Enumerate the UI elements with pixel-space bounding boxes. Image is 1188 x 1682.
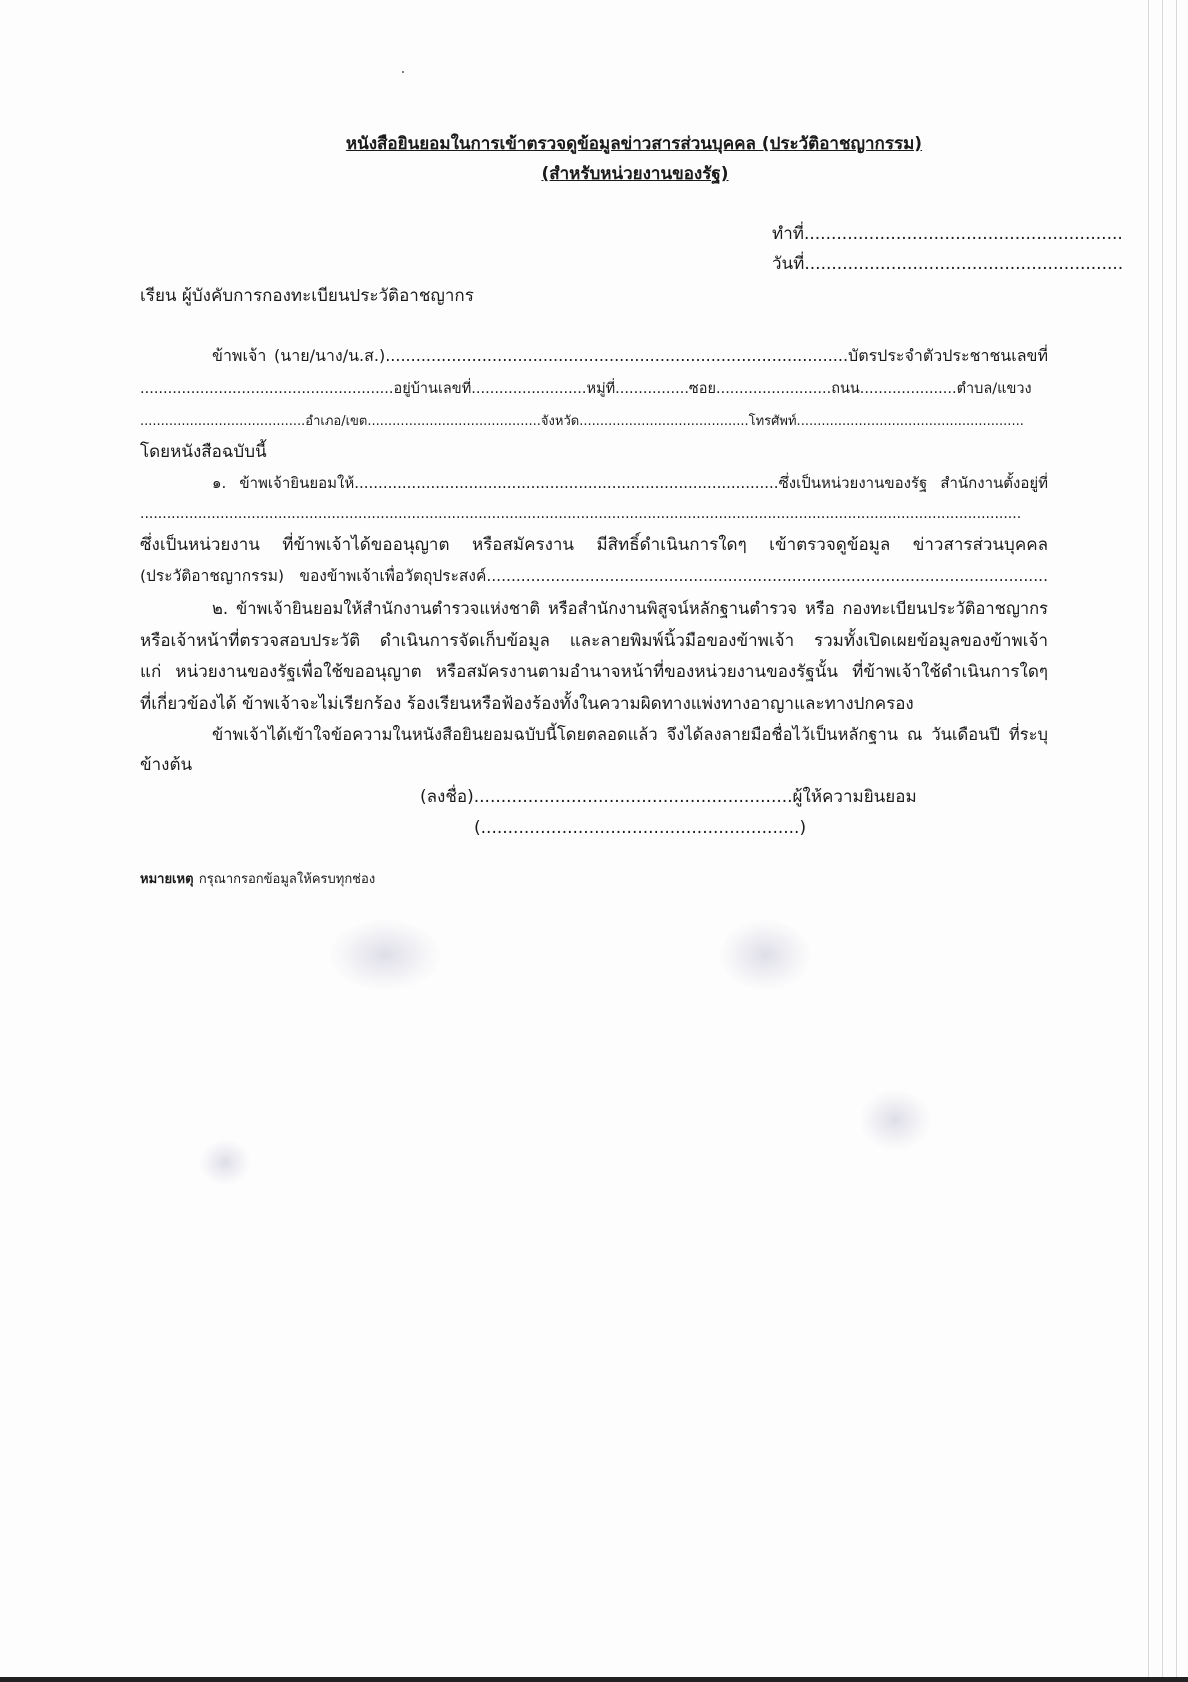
district-line[interactable]: ........................................อำเภอ/เขต..........................................จังหวัด.........................................โทรศัพท์.......................................................: [140, 414, 1024, 429]
place-field[interactable]: ทำที่...........................................................: [772, 224, 1123, 244]
item1-agency-line[interactable]: ๑. ข้าพเจ้ายินยอมให้.........................................................................................ซึ่งเป็นหน่วยงานของรัฐ สำนักงานตั้งอยู่ที่: [212, 474, 1048, 492]
item1-text-line: ซึ่งเป็นหน่วยงาน ที่ข้าพเจ้าได้ขออนุญาต หรือสมัครงาน มีสิทธิ์ดำเนินการใดๆ เข้าตรวจดูข้อมูล ข่าวสารส่วนบุคคล: [140, 535, 1048, 555]
item2-text-line: แก่ หน่วยงานของรัฐเพื่อใช้ขออนุญาต หรือสมัครงานตามอำนาจหน้าที่ของหน่วยงานของรัฐนั้น ที่ข้าพเจ้าใช้ดำเนินการใดๆ: [140, 662, 1048, 682]
footnote-label: หมายเหตุ: [140, 872, 194, 887]
addressee: เรียน ผู้บังคับการกองทะเบียนประวัติอาชญากร: [140, 286, 474, 306]
scan-smudge: [200, 1140, 250, 1185]
address-line[interactable]: .......................................................อยู่บ้านเลขที่.........................หมู่ที่................ซอย.........................ถนน.....................ตำบล/แขวง: [140, 381, 1032, 397]
item1-address-line[interactable]: ......................................................................................................................................................................................................: [140, 506, 1022, 522]
item1-purpose-line[interactable]: (ประวัติอาชญากรรม) ของข้าพเจ้าเพื่อวัตถุประสงค์..................................................................................................................: [140, 567, 1048, 585]
scan-dot: [402, 71, 404, 73]
page-edge-line: [1162, 0, 1163, 1682]
scan-smudge: [860, 1090, 930, 1150]
scan-smudge: [330, 920, 440, 990]
printed-name-line[interactable]: (...........................................................): [474, 818, 807, 838]
item2-text-line: หรือเจ้าหน้าที่ตรวจสอบประวัติ ดำเนินการจัดเก็บข้อมูล และลายพิมพ์นิ้วมือของข้าพเจ้า รวมทั้งเปิดเผยข้อมูลของข้าพเจ้า: [140, 631, 1048, 651]
footnote-text: กรุณากรอกข้อมูลให้ครบทุกช่อง: [198, 872, 376, 887]
page-edge-line: [1176, 0, 1177, 1682]
footnote: [140, 866, 375, 892]
date-field[interactable]: วันที่...........................................................: [772, 254, 1124, 274]
scan-smudge: [720, 920, 810, 990]
preamble: โดยหนังสือฉบับนี้: [140, 442, 267, 462]
signature-line[interactable]: (ลงชื่อ)...........................................................ผู้ให้ความยินยอม: [420, 787, 917, 807]
item2-text-line: ที่เกี่ยวข้องได้ ข้าพเจ้าจะไม่เรียกร้อง ร้องเรียนหรือฟ้องร้องทั้งในความผิดทางแพ่งทางอาญาและทางปกครอง: [140, 694, 914, 714]
closing-text: ข้าพเจ้าได้เข้าใจข้อความในหนังสือยินยอมฉบับนี้โดยตลอดแล้ว จึงได้ลงลายมือชื่อไว้เป็นหลักฐาน ณ วันเดือนปี ที่ระบุ: [212, 725, 1048, 744]
scan-bottom-strip: [0, 1677, 1188, 1682]
applicant-name-line[interactable]: ข้าพเจ้า (นาย/นาง/น.ส.)...........................................................................................บัตรประจำตัวประชาชนเลขที่: [212, 346, 1048, 365]
document-title: หนังสือยินยอมในการเข้าตรวจดูข้อมูลข่าวสารส่วนบุคคล (ประวัติอาชญากรรม): [345, 134, 923, 154]
closing-text: ข้างต้น: [140, 755, 193, 775]
document-subtitle: (สำหรับหน่วยงานของรัฐ): [541, 164, 729, 184]
page-edge-line: [1148, 0, 1149, 1682]
item2-text-line: ๒. ข้าพเจ้ายินยอมให้สำนักงานตำรวจแห่งชาติ หรือสำนักงานพิสูจน์หลักฐานตำรวจ หรือ กองทะเบียนประวัติอาชญากร: [212, 599, 1048, 618]
